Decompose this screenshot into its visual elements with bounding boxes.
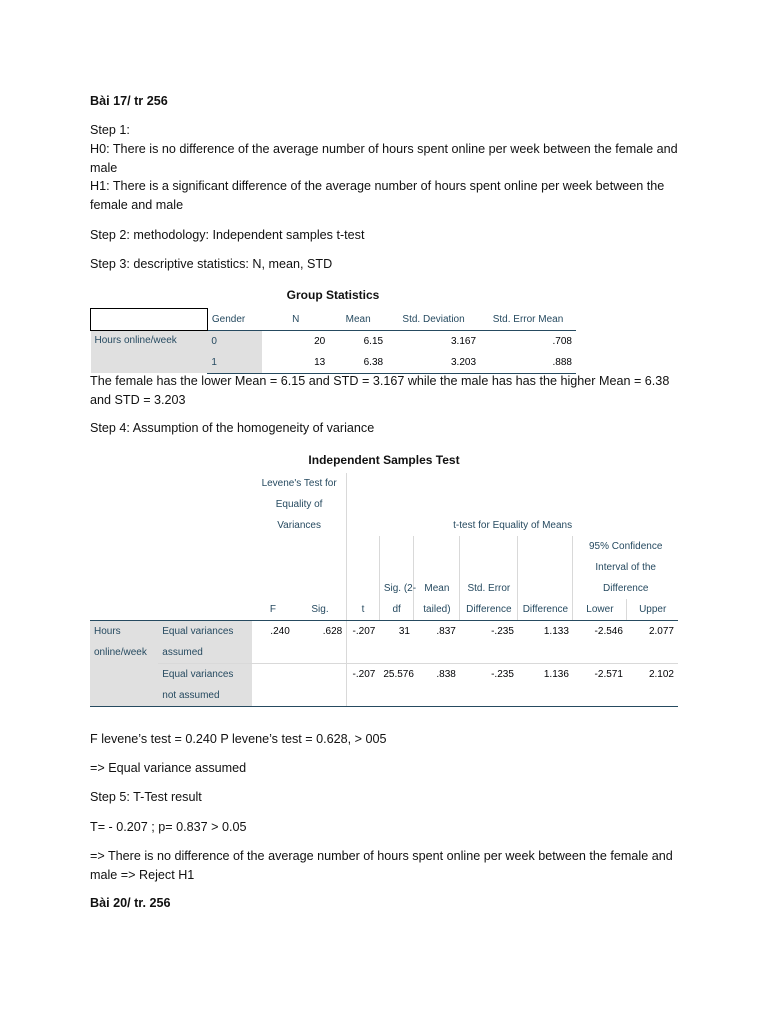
hypothesis-h1: H1: There is a significant difference of the average number of hours spent online per week between the female and male: [90, 179, 665, 212]
ci-lower-value: -2.546: [594, 626, 623, 637]
step2-text: Step 2: methodology: Independent samples t-test: [90, 228, 365, 242]
col-header-sig2-line2: tailed): [414, 599, 460, 621]
col-header-lower: Lower: [573, 599, 627, 621]
ci-upper-value: 2.077: [648, 626, 674, 637]
row-label-equal-assumed-line2: assumed: [158, 642, 252, 664]
df-value: 25.576: [379, 664, 414, 686]
row-label-equal-assumed: Equal variances: [158, 621, 252, 643]
ttest-header: t-test for Equality of Means: [453, 520, 573, 531]
t-value: -.207: [352, 626, 376, 637]
col-header-upper: Upper: [627, 599, 678, 621]
col-header-gender: Gender: [207, 309, 262, 331]
ci-upper-value: 2.102: [627, 664, 678, 686]
std-error-diff-value: 1.133: [543, 626, 569, 637]
sd-value: 3.167: [450, 335, 477, 347]
ci-header: [573, 536, 678, 599]
exercise-heading-17: Bài 17/ tr 256: [90, 94, 168, 108]
std-error-diff-value: 1.136: [518, 664, 573, 686]
col-header-mean: Mean: [329, 309, 387, 331]
t-value: -.207: [347, 664, 380, 686]
gender-value: 0: [207, 330, 262, 352]
hypothesis-h0: H0: There is no difference of the average number of hours spent online per week between the female and male: [90, 142, 678, 175]
col-header-df: df: [379, 599, 414, 621]
col-header-std-error-diff: Std. Error: [460, 578, 518, 599]
ind-samples-table: [90, 473, 678, 707]
col-header-t: t: [347, 599, 380, 621]
row-label-hours-online: Hours online/week: [91, 330, 208, 373]
step1-label: Step 1:: [90, 123, 130, 137]
mean-diff-value: -.235: [460, 664, 518, 686]
df-value: 31: [398, 626, 410, 637]
levene-header: [252, 473, 347, 536]
f-value: .240: [270, 626, 290, 637]
exercise-heading-20: Bài 20/ tr. 256: [90, 896, 171, 910]
col-header-sig2: Sig. (2-: [379, 578, 414, 599]
corner-cell: [91, 309, 208, 331]
col-header-f: F: [252, 599, 294, 621]
mean-value: 6.15: [363, 335, 384, 347]
sig2-value: .838: [414, 664, 460, 686]
mean-value: 6.38: [329, 352, 387, 374]
levene-header-line: Equality of: [275, 499, 323, 510]
se-value: .708: [552, 335, 572, 347]
col-header-n: N: [262, 309, 329, 331]
sig2-value: .837: [436, 626, 456, 637]
levene-header-line: Levene's Test for: [261, 478, 337, 489]
ci-header-line: Interval of the: [595, 562, 656, 573]
step4-text: Step 4: Assumption of the homogeneity of variance: [90, 421, 375, 435]
sd-value: 3.203: [387, 352, 480, 374]
levene-sig-value: .628: [294, 621, 347, 643]
n-value: 13: [262, 352, 329, 374]
mean-diff-value: -.235: [491, 626, 514, 637]
descriptive-comment: The female has the lower Mean = 6.15 and STD = 3.167 while the male has has the higher Mean = 6.38 and STD = 3.203: [90, 374, 670, 407]
var-label-line2: online/week: [90, 642, 158, 664]
col-header-mean-diff-line2: Difference: [460, 599, 518, 621]
ci-header-line: Difference: [603, 583, 649, 594]
step5-text: Step 5: T-Test result: [90, 790, 202, 804]
ci-lower-value: -2.571: [573, 664, 627, 686]
ci-header-line: 95% Confidence: [589, 541, 663, 552]
col-header-std-error-mean: Std. Error Mean: [480, 309, 576, 331]
group-stats-title: Group Statistics: [286, 288, 380, 302]
conclusion-text: => There is no difference of the average number of hours spent online per week between the female and male => Reject H1: [90, 849, 673, 882]
col-header-sig: Sig.: [294, 599, 347, 621]
n-value: 20: [314, 335, 326, 347]
row-label-equal-not-assumed: Equal variances: [158, 664, 252, 686]
se-value: .888: [480, 352, 576, 374]
gender-value: 1: [207, 352, 262, 374]
levene-result-text: F levene’s test = 0.240 P levene’s test = 0.628, > 005: [90, 732, 387, 746]
step3-text: Step 3: descriptive statistics: N, mean, STD: [90, 257, 333, 271]
var-label: Hours: [90, 621, 158, 643]
levene-header-line: Variances: [277, 520, 321, 531]
t-result-text: T= - 0.207 ; p= 0.837 > 0.05: [90, 820, 247, 834]
row-label-equal-not-assumed-line2: not assumed: [158, 685, 252, 707]
col-header-mean-diff: Mean: [414, 578, 460, 599]
col-header-std-error-diff-line2: Difference: [518, 599, 573, 621]
group-stats-table: [90, 308, 576, 374]
equal-variance-text: => Equal variance assumed: [90, 761, 247, 775]
col-header-std-deviation: Std. Deviation: [387, 309, 480, 331]
ind-test-title: Independent Samples Test: [308, 453, 460, 467]
